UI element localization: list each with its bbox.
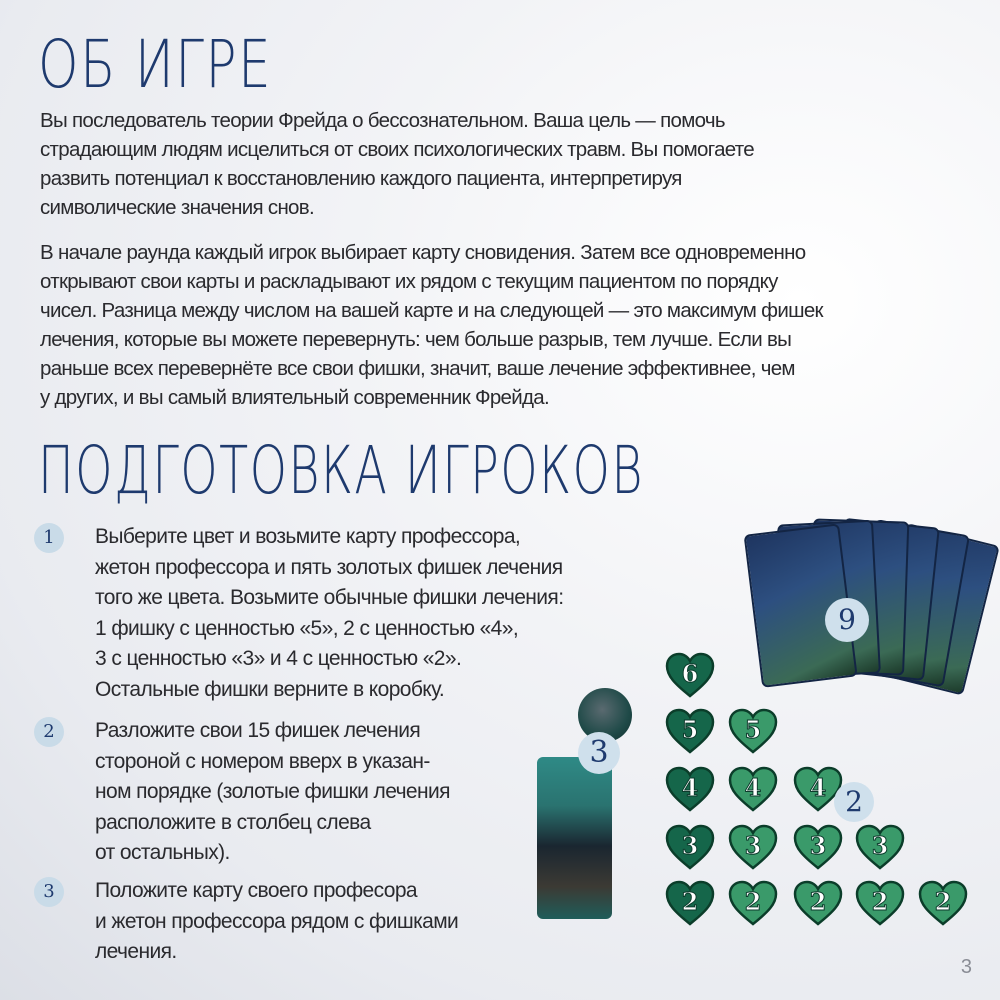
text-line: Остальные фишки верните в коробку. [95, 677, 445, 701]
text-line: открывают свои карты и раскладывают их рядом с текущим пациентом по порядку [40, 270, 778, 293]
step-number-1: 1 [34, 523, 64, 553]
tile-value: 2 [871, 887, 889, 916]
text-line: лечения. [95, 940, 177, 963]
treatment-tile [793, 824, 843, 870]
tile-value: 3 [871, 831, 889, 860]
tile-value: 2 [934, 887, 952, 916]
treatment-tile [665, 652, 715, 698]
tile-value: 5 [744, 715, 762, 744]
tile-value: 6 [681, 659, 699, 688]
step-number-2: 2 [34, 717, 64, 747]
treatment-tile [918, 880, 968, 926]
text-line: раньше всех перевернёте все свои фишки, значит, ваше лечение эффективнее, чем [40, 357, 795, 380]
tile-value: 4 [681, 773, 699, 802]
tile-value: 2 [681, 887, 699, 916]
tiles-badge: 2 [834, 782, 874, 822]
page-number: 3 [960, 956, 972, 978]
step-number-3: 3 [34, 877, 64, 907]
about-paragraph-2 [40, 238, 823, 412]
treatment-tile [665, 766, 715, 812]
about-heading: ОБ ИГРЕ [38, 26, 273, 103]
text-line: расположите в столбец слева [95, 810, 371, 834]
about-paragraph-1 [40, 106, 754, 222]
text-line: 1 фишку с ценностью «5», 2 с ценностью «4», [95, 616, 519, 640]
tile-value: 3 [681, 831, 699, 860]
setup-heading: ПОДГОТОВКА ИГРОКОВ [38, 432, 644, 509]
tile-value: 3 [809, 831, 827, 860]
text-line: Разложите свои 15 фишек лечения [95, 719, 421, 742]
treatment-tile [728, 824, 778, 870]
treatment-tile [728, 708, 778, 754]
setup-step-1 [95, 522, 563, 705]
tile-value: 4 [744, 773, 762, 802]
text-line: 3 с ценностью «3» и 4 с ценностью «2». [95, 647, 462, 670]
treatment-tile [855, 880, 905, 926]
text-line: страдающим людям исцелиться от своих психологических травм. Вы помогаете [40, 138, 754, 161]
tile-value: 4 [809, 773, 827, 802]
text-line: жетон профессора и пять золотых фишек лечения [95, 555, 563, 579]
treatment-tile [665, 708, 715, 754]
treatment-tile [665, 880, 715, 926]
professor-badge: 3 [578, 732, 620, 774]
text-line: стороной с номером вверх в указан- [95, 749, 430, 773]
treatment-tile [728, 766, 778, 812]
treatment-tile [728, 880, 778, 926]
text-line: у других, и вы самый влиятельный современник Фрейда. [40, 386, 549, 409]
treatment-tile [665, 824, 715, 870]
tile-value: 2 [809, 887, 827, 916]
treatment-tile [855, 824, 905, 870]
text-line: того же цвета. Возьмите обычные фишки лечения: [95, 586, 564, 609]
text-line: Выберите цвет и возьмите карту профессора, [95, 525, 521, 548]
text-line: Вы последователь теории Фрейда о бессознательном. Ваша цель — помочь [40, 109, 725, 132]
text-line: от остальных). [95, 841, 230, 864]
text-line: В начале раунда каждый игрок выбирает карту сновидения. Затем все одновременно [40, 241, 806, 264]
text-line: развить потенциал к восстановлению каждого пациента, интерпретируя [40, 167, 682, 190]
tile-value: 3 [744, 831, 762, 860]
text-line: ном порядке (золотые фишки лечения [95, 780, 450, 803]
text-line: чисел. Разница между числом на вашей карте и на следующей — это максимум фишек [40, 299, 823, 322]
text-line: символические значения снов. [40, 196, 314, 219]
card-value-badge: 9 [825, 598, 869, 642]
professor-card [537, 757, 612, 919]
treatment-tile [793, 880, 843, 926]
text-line: лечения, которые вы можете перевернуть: чем больше разрыв, тем лучше. Если вы [40, 328, 792, 351]
tile-value: 5 [681, 715, 699, 744]
setup-step-3 [95, 876, 458, 968]
setup-step-2 [95, 716, 450, 869]
tile-value: 2 [744, 887, 762, 916]
text-line: Положите карту своего професора [95, 879, 418, 902]
text-line: и жетон профессора рядом с фишками [95, 909, 459, 933]
